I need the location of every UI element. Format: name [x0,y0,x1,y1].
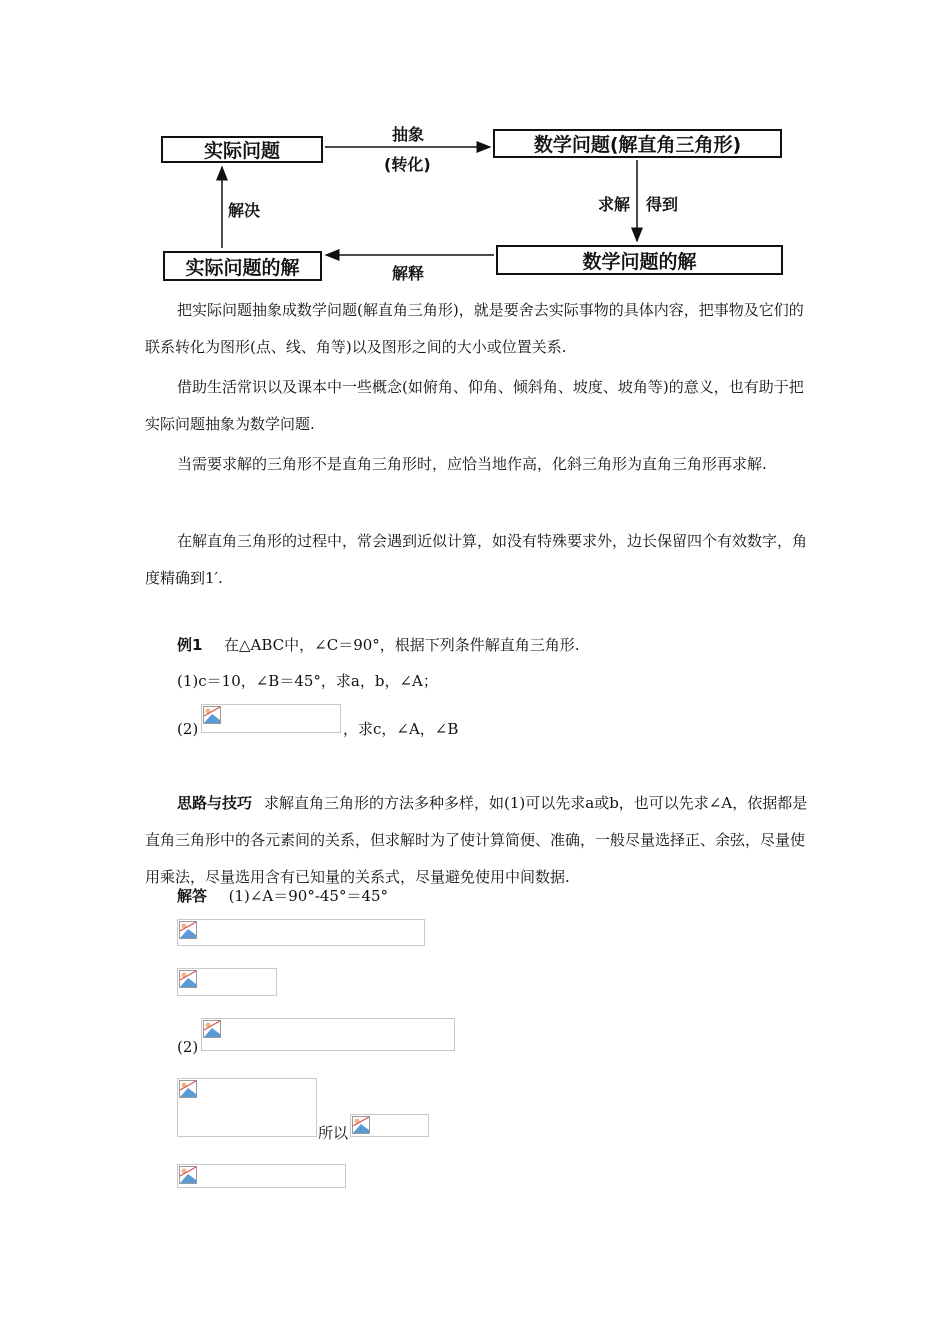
label-explain: 解释 [392,264,425,283]
example-part2-suffix: ，求c，∠A，∠B [343,720,459,738]
label-obtain: 得到 [646,195,679,214]
paragraph-concepts: 借助生活常识以及课本中一些概念(如俯角、仰角、倾斜角、坡度、坡角等)的意义，也有助于把实际问题抽象为数学问题. [145,378,804,433]
paragraph-oblique-triangle: 当需要求解的三角形不是直角三角形时，应恰当地作高，化斜三角形为直角三角形再求解. [177,455,767,473]
broken-image-icon [179,921,197,939]
answer-heading [177,885,388,907]
formula-image [177,1164,346,1188]
box-math-problem: 数学问题(解直角三角形) [493,129,782,158]
formula-image [201,704,341,733]
paragraph-approximation: 在解直角三角形的过程中，常会遇到近似计算，如没有特殊要求外，边长保留四个有效数字，角度精确到1′. [145,532,808,587]
tips-paragraph [145,785,810,896]
box-practical-solution: 实际问题的解 [163,251,322,281]
example-text: 在△ABC中，∠C＝90°，根据下列条件解直角三角形. [224,636,580,654]
label-convert: (转化) [384,155,431,174]
paragraph-abstraction: 把实际问题抽象成数学问题(解直角三角形)，就是要舍去实际事物的具体内容，把事物及它们的联系转化为图形(点、线、角等)以及图形之间的大小或位置关系. [145,301,804,356]
broken-image-icon [203,706,221,724]
formula-image [177,1078,317,1137]
answer-part2-prefix: (2) [177,1038,199,1056]
broken-image-icon [352,1116,370,1134]
tips-label: 思路与技巧 [177,794,253,812]
answer-label: 解答 [177,887,208,905]
label-resolve: 解决 [228,201,261,220]
formula-image [177,919,425,946]
label-solve: 求解 [598,195,631,214]
broken-image-icon [179,1080,197,1098]
example-part2-prefix: (2) [177,720,199,738]
tips-text: 求解直角三角形的方法多种多样，如(1)可以先求a或b，也可以先求∠A，依据都是直角三角形中的各元素间的关系，但求解时为了使计算简便、准确，一般尽量选择正、余弦，尽量使用乘法，尽量选用含有已知量的关系式，尽量避免使用中间数据. [145,794,808,886]
flowchart-arrows [0,0,950,300]
answer-so-label: 所以 [318,1124,349,1142]
example-part1: (1)c＝10，∠B＝45°，求a，b，∠A； [177,672,438,690]
example-label: 例1 [177,636,203,654]
answer-line1: (1)∠A＝90°-45°＝45° [228,887,389,905]
example-heading [177,634,580,656]
label-abstract: 抽象 [392,125,425,144]
box-practical-problem: 实际问题 [161,136,323,163]
formula-image [177,968,277,996]
formula-image [350,1114,429,1137]
formula-image [201,1018,455,1051]
box-math-solution: 数学问题的解 [496,245,783,275]
broken-image-icon [179,970,197,988]
broken-image-icon [203,1020,221,1038]
broken-image-icon [179,1166,197,1184]
